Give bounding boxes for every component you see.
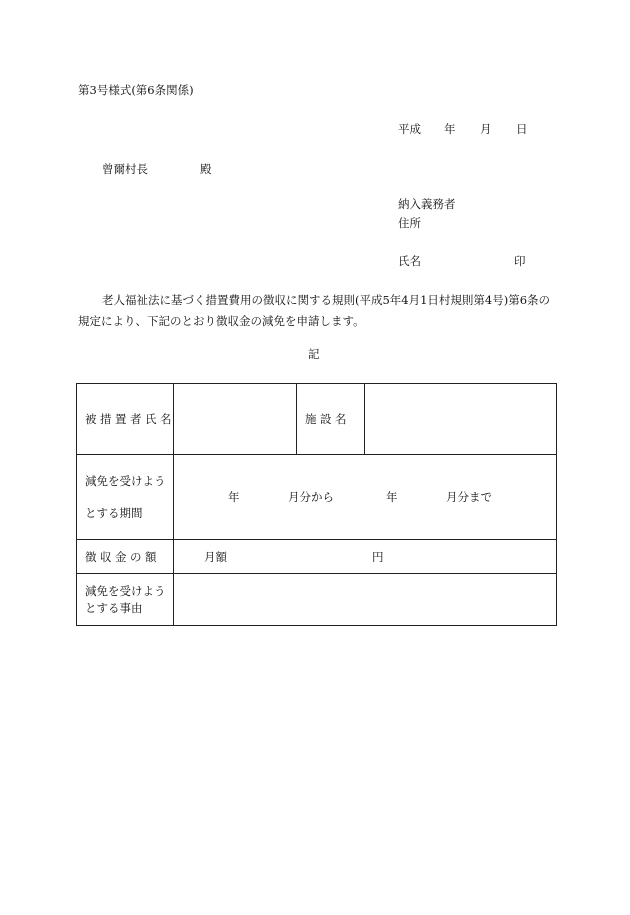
amount-field[interactable] xyxy=(174,540,557,574)
recipient-name-field[interactable] xyxy=(174,384,297,455)
facility-name-label: 施設名 xyxy=(297,384,365,455)
reason-label-line1: 減免を受けよう xyxy=(85,583,166,598)
date-day: 日 xyxy=(516,122,528,136)
recipient-name-label: 被措置者氏名 xyxy=(77,384,174,455)
amount-yen-label: 円 xyxy=(372,549,384,564)
period-field[interactable] xyxy=(174,455,557,540)
table-row-recipient xyxy=(77,384,557,455)
seal-label: 印 xyxy=(514,254,526,268)
period-month-to: 月分まで xyxy=(446,490,492,504)
amount-monthly-label: 月額 xyxy=(204,549,227,564)
address-label: 住所 xyxy=(398,216,421,230)
period-label-line1: 減免を受けよう xyxy=(85,474,166,488)
reason-label-line2: とする事由 xyxy=(85,600,143,615)
reason-label xyxy=(77,574,174,626)
period-year-from: 年 xyxy=(228,490,240,504)
period-month-from: 月分から xyxy=(288,490,334,504)
date-era: 平成 xyxy=(398,122,421,136)
reason-field[interactable] xyxy=(174,574,557,626)
period-label xyxy=(77,455,174,540)
addressee-honorific: 殿 xyxy=(200,162,212,176)
table-row-period xyxy=(77,455,557,540)
addressee xyxy=(102,163,212,177)
amount-label: 徴収金の額 xyxy=(77,540,174,574)
table-row-amount xyxy=(77,540,557,574)
date-line xyxy=(398,123,528,137)
name-label: 氏名 xyxy=(398,254,421,268)
ki-label: 記 xyxy=(308,347,320,361)
application-body-text: 老人福祉法に基づく措置費用の徴収に関する規則(平成5年4月1日村規則第4号)第6条の規定により、下記のとおり徴収金の減免を申請します。 xyxy=(78,293,551,328)
form-number-title: 第3号様式(第6条関係) xyxy=(78,83,194,97)
date-year: 年 xyxy=(444,122,456,136)
facility-name-field[interactable] xyxy=(365,384,557,455)
addressee-name: 曾爾村長 xyxy=(102,162,148,176)
obligor-label: 納入義務者 xyxy=(398,197,456,211)
period-label-line2: とする期間 xyxy=(85,506,143,520)
table-row-reason xyxy=(77,574,557,626)
period-year-to: 年 xyxy=(386,490,398,504)
date-month: 月 xyxy=(480,122,492,136)
application-table xyxy=(76,383,557,626)
